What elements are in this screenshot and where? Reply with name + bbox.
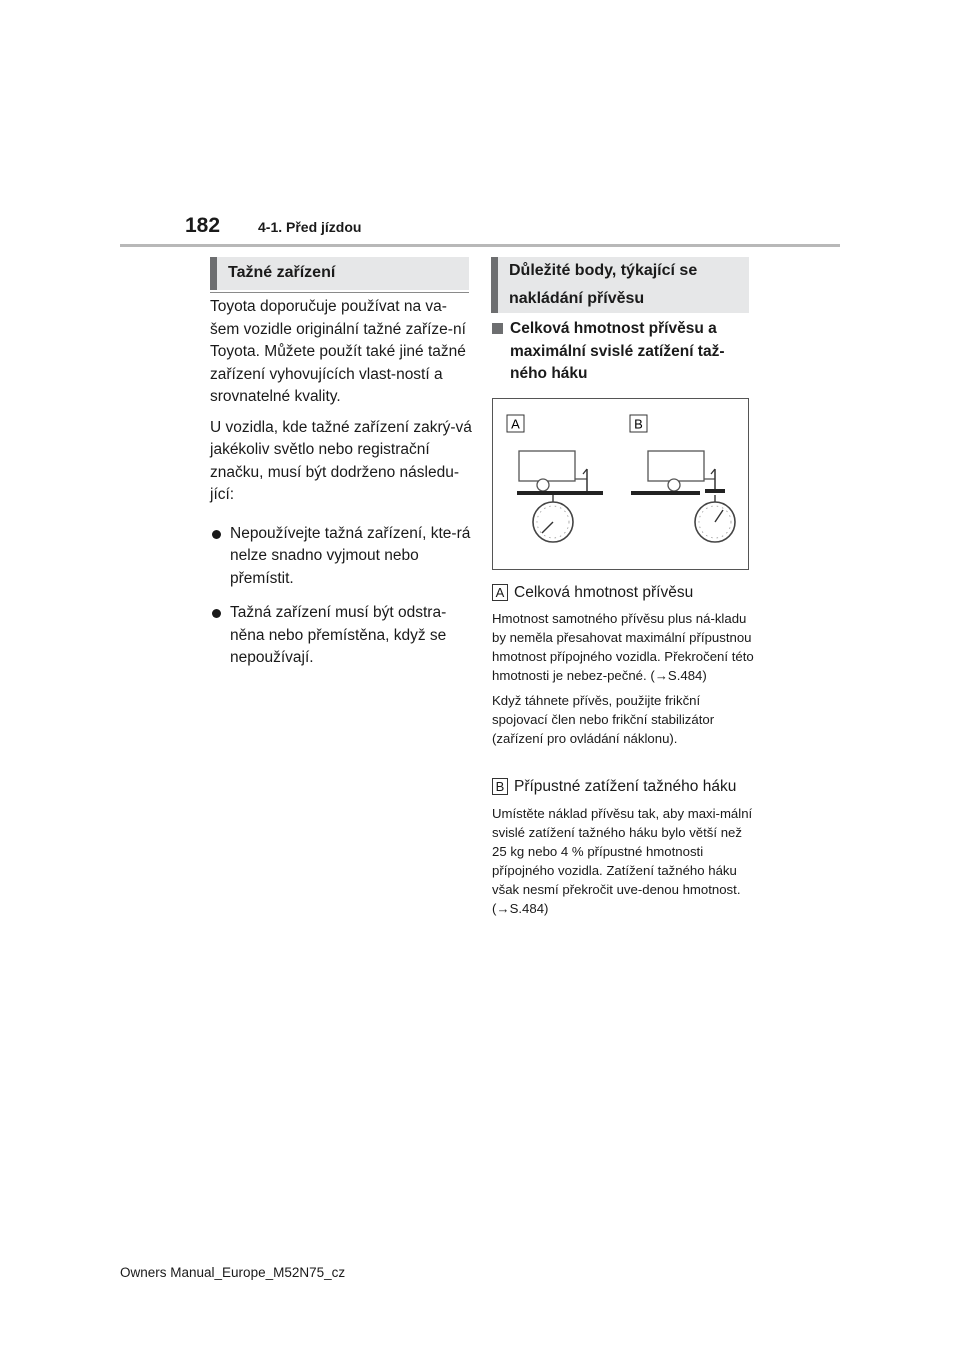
note-b (492, 804, 754, 924)
trailer-body-b (648, 451, 704, 481)
paragraph: Toyota doporučuje používat na va-šem vozidle originální tažné zaříze-ní Toyota. Můžete použít také jiné tažné zařízení vyhovujících vlast-ností a srovnatelné kvality. (210, 298, 466, 405)
wheel-b (668, 479, 680, 491)
trailer-scale-illustration (493, 399, 750, 571)
label-box-b: B (492, 778, 508, 795)
bullet-item (210, 602, 472, 670)
caption-a-text: Celková hmotnost přívěsu (514, 584, 694, 601)
note-paragraph: Hmotnost samotného přívěsu plus ná-kladu by neměla přesahovat maximální přípustnou hmotnost přípojného vozidla. Překročení této hmotnosti je nebez-pečné. (→S.484) (492, 611, 754, 683)
label-box-a: A (492, 584, 508, 601)
chapter-title: 4-1. Před jízdou (258, 219, 362, 235)
footer-text: Owners Manual_Europe_M52N75_cz (120, 1265, 346, 1280)
bullet-text: Nepoužívejte tažná zařízení, kte-rá nelze snadno vyjmout nebo přemístit. (230, 524, 471, 587)
bullet-icon (212, 530, 221, 539)
trailer-body-a (519, 451, 575, 481)
note-paragraph: Umístěte náklad přívěsu tak, aby maxi-mální svislé zatížení tažného háku bylo větší než 25 kg nebo 4 % přípustné hmotnosti přípojného vozidla. Zatížení tažného háku však nesmí překročit uve-denou hmotnost. (→S.484) (492, 806, 753, 916)
wheel-a (537, 479, 549, 491)
caption-b-text: Přípustné zatížení tažného háku (514, 778, 737, 795)
scene-a-total-weight (517, 451, 603, 542)
figure-label-b: B (634, 416, 643, 432)
note-a (492, 609, 754, 754)
scene-b-tongue-load (631, 451, 735, 542)
caption-b (492, 777, 736, 797)
header-rule (120, 244, 840, 247)
trailer-weight-figure (492, 398, 749, 570)
left-column (210, 296, 472, 682)
bullet-item (210, 523, 472, 591)
subheading-text: Celková hmotnost přívěsu a maximální svislé zatížení taž-ného háku (510, 320, 725, 382)
figure-label-a: A (511, 416, 520, 432)
caption-a (492, 583, 693, 603)
square-bullet-icon (492, 323, 503, 334)
paragraph: U vozidla, kde tažné zařízení zakrý-vá jakékoliv světlo nebo registrační značku, musí být dodrženo následu-jící: (210, 418, 472, 503)
page-number: 182 (185, 214, 221, 237)
section-heading-trailer-loading: Důležité body, týkající se nakládání přívěsu (491, 257, 749, 313)
note-paragraph: Když táhnete přívěs, použijte frikční spojovací člen nebo frikční stabilizátor (zařízení pro ovládání náklonu). (492, 693, 715, 746)
section-heading-towing-device: Tažné zařízení (210, 257, 469, 290)
bullet-text: Tažná zařízení musí být odstra-něna nebo přemístěna, když se nepoužívají. (230, 604, 447, 666)
bullet-icon (212, 609, 221, 618)
subheading (492, 318, 754, 386)
